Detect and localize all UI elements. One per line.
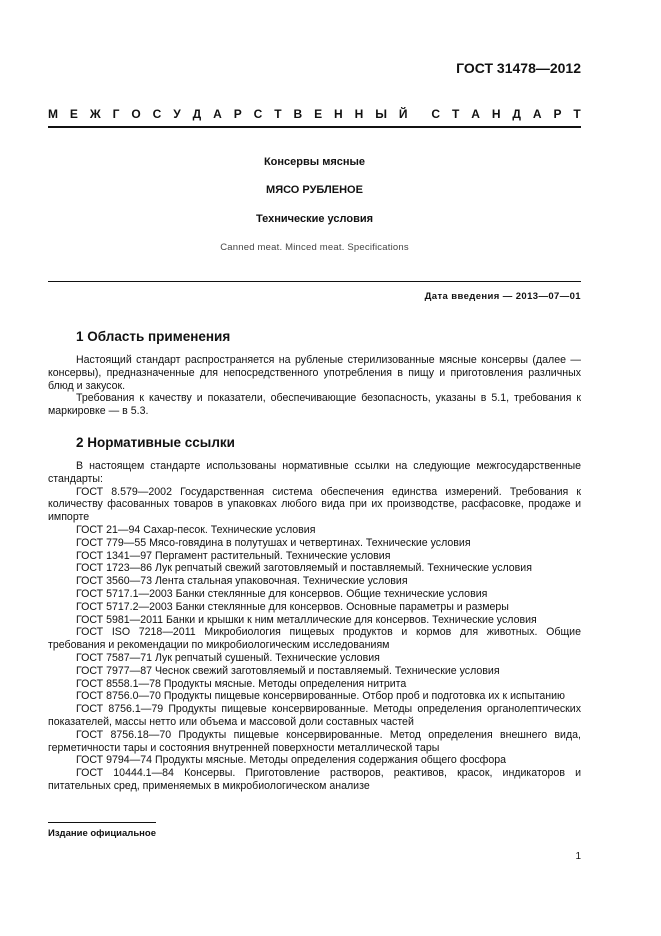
banner-letter: Е — [314, 107, 323, 121]
banner-letter: Е — [69, 107, 78, 121]
reference-item: ГОСТ 5717.2—2003 Банки стеклянные для консервов. Основные параметры и размеры — [76, 600, 509, 613]
banner-letter: Й — [398, 107, 408, 121]
document-body — [48, 328, 581, 793]
title-divider — [48, 281, 581, 282]
reference-item: ГОСТ 7977—87 Чеснок свежий заготовляемый и поставляемый. Технические условия — [76, 664, 500, 677]
banner-letter: О — [131, 107, 141, 121]
banner-letter: Р — [233, 107, 242, 121]
banner-letter: Т — [274, 107, 282, 121]
banner-letter: С — [253, 107, 263, 121]
reference-item: ГОСТ 8756.18—70 Продукты пищевые консервированные. Метод определения внешнего вида, герметичности тары и состояния внутренней поверхности металлической тары — [48, 728, 581, 754]
reference-item: ГОСТ 10444.1—84 Консервы. Приготовление растворов, реактивов, красок, индикаторов и питательных сред, применяемых в микробиологическом анализе — [48, 767, 581, 792]
paragraph: Требования к качеству и показатели, обеспечивающие безопасность, указаны в 5.1, требования к маркировке — в 5.3. — [48, 392, 581, 418]
paragraph: В настоящем стандарте использованы нормативные ссылки на следующие межгосударственные стандарты: — [48, 459, 581, 485]
banner-letter: Т — [573, 107, 581, 121]
banner-letter: М — [48, 107, 58, 121]
reference-item: ГОСТ 8.579—2002 Государственная система обеспечения единства измерений. Требования к количеству фасованных товаров в упаковках любого вида при их производстве, расфасовке, продаже и импорте — [48, 485, 581, 524]
reference-item: ГОСТ 8756.1—79 Продукты пищевые консервированные. Методы определения органолептических показателей, массы нетто или объема и массовой доли составных частей — [48, 703, 581, 728]
banner-letter: А — [532, 107, 542, 121]
edition-label: Издание официальное — [48, 828, 156, 839]
banner-letter: С — [152, 107, 162, 121]
reference-item: ГОСТ 21—94 Сахар-песок. Технические условия — [76, 523, 316, 536]
banner-letter: А — [471, 107, 480, 121]
banner-letter: Ж — [89, 107, 101, 121]
banner-letter: Н — [491, 107, 501, 121]
banner-letter: В — [293, 107, 303, 121]
reference-item: ГОСТ 9794—74 Продукты мясные. Методы определения содержания общего фосфора — [76, 754, 507, 767]
reference-item: ГОСТ 3560—73 Лента стальная упаковочная. Технические условия — [76, 575, 408, 588]
reference-item: ГОСТ 5717.1—2003 Банки стеклянные для консервов. Общие технические условия — [76, 587, 488, 600]
page-number: 1 — [575, 851, 581, 862]
banner-letter: Т — [451, 107, 460, 121]
title-product: МЯСО РУБЛЕНОЕ — [266, 184, 363, 196]
banner-letter: Н — [354, 107, 364, 121]
footer-divider — [48, 822, 156, 823]
reference-item: ГОСТ 7587—71 Лук репчатый сушеный. Технические условия — [76, 651, 380, 664]
reference-item: ГОСТ 779—55 Мясо-говядина в полутушах и четвертинах. Технические условия — [76, 536, 471, 549]
banner-letter: Н — [334, 107, 343, 121]
reference-item: ГОСТ 1723—86 Лук репчатый свежий заготовляемый и поставляемый. Технические условия — [76, 562, 532, 575]
title-block — [48, 156, 581, 253]
reference-item: ГОСТ 8756.0—70 Продукты пищевые консервированные. Отбор проб и подготовка их к испытанию — [76, 690, 565, 703]
reference-item: ГОСТ 8558.1—78 Продукты мясные. Методы определения нитрита — [76, 677, 407, 690]
reference-item: ГОСТ 5981—2011 Банки и крышки к ним металлические для консервов. Технические условия — [76, 613, 537, 626]
reference-item: ГОСТ 1341—97 Пергамент растительный. Технические условия — [76, 549, 391, 562]
banner-letter: Г — [112, 107, 120, 121]
paragraph: Настоящий стандарт распространяется на рубленые стерилизованные мясные консервы (далее — консервы), предназначенные для непосредственного употребления в пищу и приготовления различных блюд и закусок. — [48, 354, 581, 392]
title-english: Canned meat. Minced meat. Specifications — [220, 242, 409, 253]
banner-letter: Ы — [375, 107, 387, 121]
banner-letter: Д — [512, 107, 521, 121]
header-divider — [48, 126, 581, 128]
banner-letter: Р — [553, 107, 562, 121]
interstate-standard-banner — [48, 107, 581, 121]
title-subtitle: Технические условия — [255, 213, 374, 225]
section-2-heading: 2 Нормативные ссылки — [76, 434, 235, 450]
title-category: Консервы мясные — [263, 156, 366, 168]
banner-letter: С — [431, 107, 441, 121]
introduction-date: Дата введения — 2013—07—01 — [424, 291, 581, 302]
section-1-heading: 1 Область применения — [76, 329, 231, 344]
reference-item: ГОСТ ISO 7218—2011 Микробиология пищевых продуктов и кормов для животных. Общие требования и рекомендации по микробиологическим исследованиям — [48, 626, 581, 652]
standard-number: ГОСТ 31478—2012 — [456, 60, 581, 76]
banner-letter: А — [213, 107, 222, 121]
banner-letter: У — [173, 107, 181, 121]
banner-letter: Д — [192, 107, 202, 121]
references-list — [48, 486, 581, 793]
